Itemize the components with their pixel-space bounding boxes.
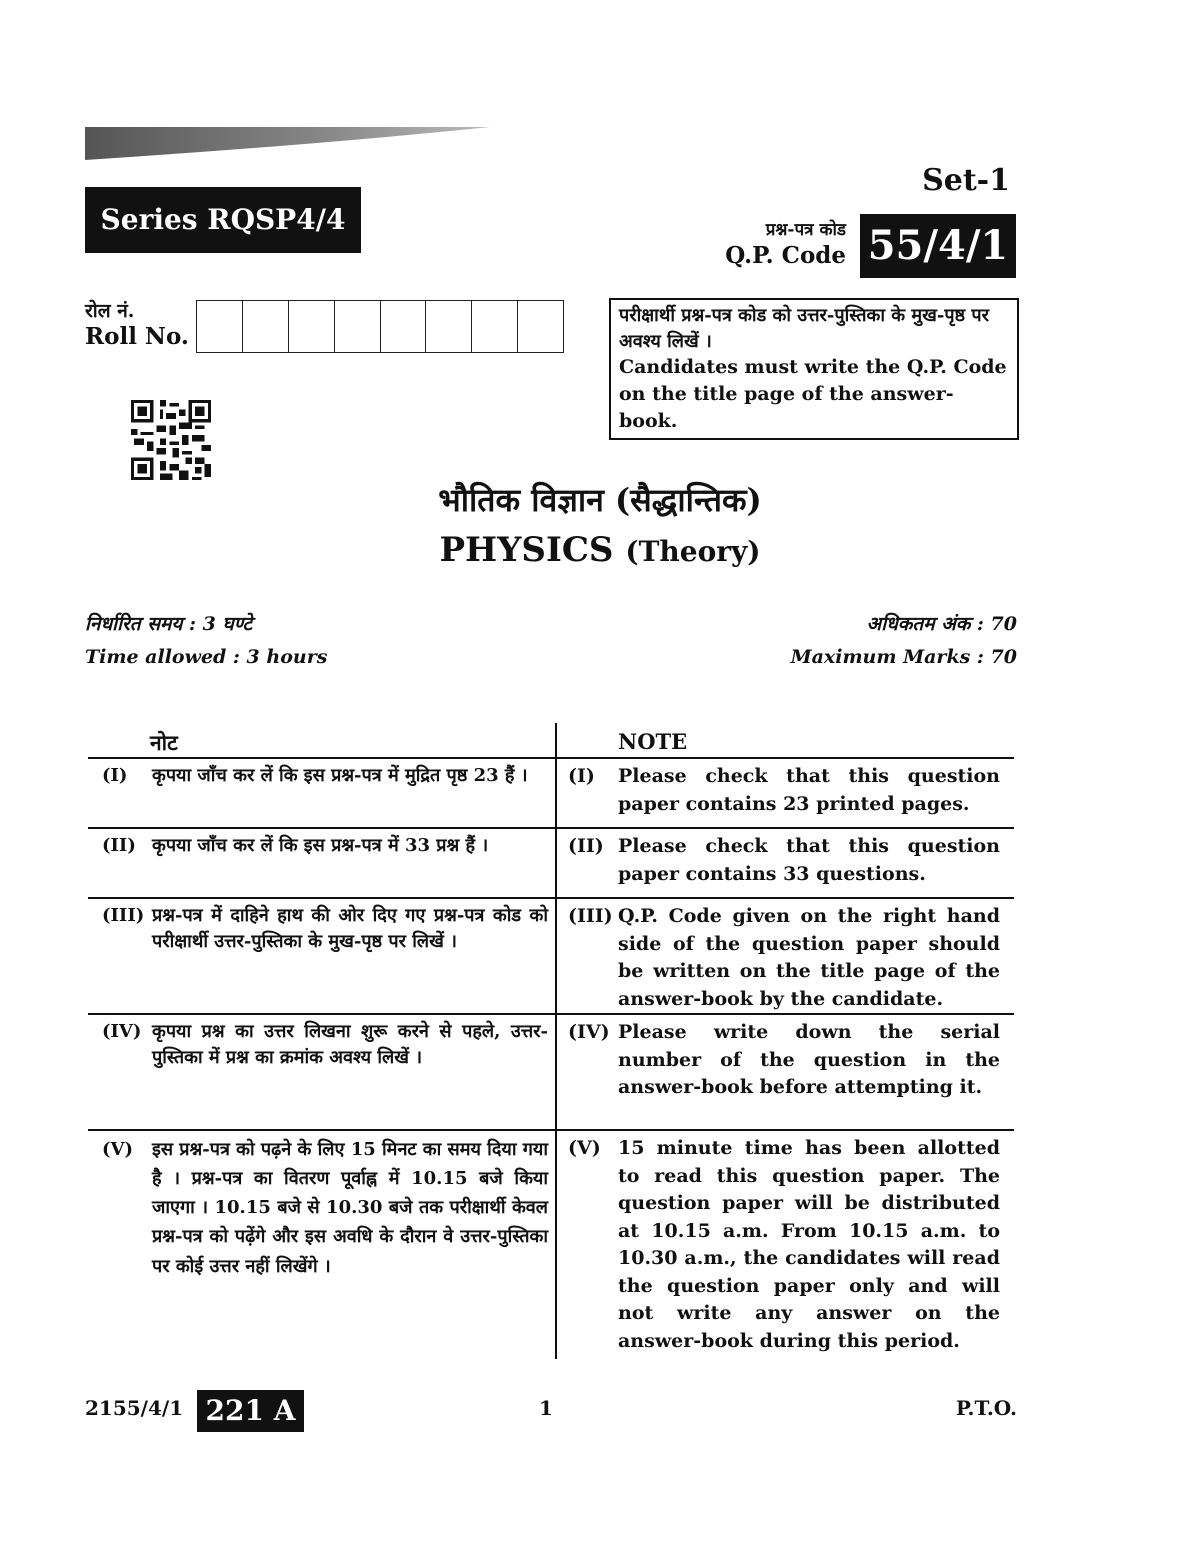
note-text: Please write down the serial number of the question in the answer-book before attempting it. xyxy=(618,1021,1000,1099)
note-text: Please check that this question paper contains 23 printed pages. xyxy=(618,765,1000,815)
notes-row-rule xyxy=(88,897,1014,899)
notes-column-divider xyxy=(555,723,557,1359)
note-number: (I) xyxy=(568,765,595,787)
notes-row-rule xyxy=(88,757,1014,759)
note-text: 15 minute time has been allotted to read this question paper. The question paper will be distributed at 10.15 a.m. From 10.15 a.m. to 10.30 a.m., the candidates will read the question paper only and will not write any answer on the answer-book during this period. xyxy=(618,1137,1000,1352)
notes-row-rule xyxy=(88,827,1014,829)
roll-number-label xyxy=(85,300,189,350)
note-number: (V) xyxy=(102,1139,133,1160)
note-number: (III) xyxy=(102,905,145,926)
roll-digit-box[interactable] xyxy=(335,301,381,352)
roll-digit-box[interactable] xyxy=(243,301,289,352)
roll-digit-box[interactable] xyxy=(518,301,563,352)
qr-code-icon xyxy=(131,400,211,480)
header-swoosh-graphic xyxy=(85,127,490,160)
note-item-hindi-3 xyxy=(102,903,548,1011)
note-item-hindi-1 xyxy=(102,763,548,825)
notes-heading-hindi: नोट xyxy=(150,730,178,755)
note-number: (I) xyxy=(102,765,128,786)
notes-row-rule xyxy=(88,1013,1014,1015)
qp-code-label xyxy=(700,222,846,268)
roll-digit-box[interactable] xyxy=(197,301,243,352)
subject-title-english xyxy=(0,530,1200,570)
roll-label-hindi: रोल नं. xyxy=(85,300,135,322)
note-item-hindi-5 xyxy=(102,1135,548,1355)
subject-title-sub: (Theory) xyxy=(625,535,761,568)
note-item-english-4 xyxy=(568,1019,1000,1127)
note-text: प्रश्न-पत्र में दाहिने हाथ की ओर दिए गए प्रश्न-पत्र कोड को परीक्षार्थी उत्तर-पुस्तिका के मुख-पृष्ठ पर लिखें । xyxy=(152,905,548,953)
maximum-marks-hindi: अधिकतम अंक : 70 xyxy=(866,613,1017,635)
notes-row-rule xyxy=(88,1129,1014,1131)
notes-heading-english: NOTE xyxy=(618,729,688,754)
qp-code-instruction-box xyxy=(609,298,1019,440)
notice-english: Candidates must write the Q.P. Code on the title page of the answer-book. xyxy=(619,356,1007,433)
footer-paper-code: 2155/4/1 xyxy=(85,1396,184,1420)
time-allowed xyxy=(85,608,327,675)
note-text: कृपया जाँच कर लें कि इस प्रश्न-पत्र में 33 प्रश्न हैं । xyxy=(152,835,489,856)
series-badge: Series RQSP4/4 xyxy=(85,187,361,253)
roll-digit-box[interactable] xyxy=(289,301,335,352)
page-number: 1 xyxy=(539,1396,553,1420)
qp-code-label-english: Q.P. Code xyxy=(725,241,846,269)
roll-digit-box[interactable] xyxy=(472,301,518,352)
roll-digit-box[interactable] xyxy=(426,301,472,352)
note-item-english-2 xyxy=(568,833,1000,895)
note-item-hindi-2 xyxy=(102,833,548,895)
note-text: Please check that this question paper contains 33 questions. xyxy=(618,835,1000,885)
note-number: (IV) xyxy=(568,1021,610,1043)
maximum-marks xyxy=(700,608,1017,675)
note-number: (II) xyxy=(102,835,136,856)
note-text: Q.P. Code given on the right hand side of the question paper should be written on the title page of the answer-book by the candidate. xyxy=(618,905,1000,1010)
roll-digit-box[interactable] xyxy=(381,301,427,352)
time-allowed-hindi: निर्धारित समय : 3 घण्टे xyxy=(85,613,253,635)
roll-label-english: Roll No. xyxy=(85,322,189,350)
note-item-hindi-4 xyxy=(102,1019,548,1127)
note-number: (III) xyxy=(568,905,613,927)
subject-title-main: PHYSICS xyxy=(439,530,614,570)
note-text: इस प्रश्न-पत्र को पढ़ने के लिए 15 मिनट का समय दिया गया है । प्रश्न-पत्र का वितरण पूर्वाह्न में 10.15 बजे किया जाएगा । 10.15 बजे से 10.30 बजे तक परीक्षार्थी केवल प्रश्न-पत्र को पढ़ेंगे और इस अवधि के दौरान वे उत्तर-पुस्तिका पर कोई उत्तर नहीं लिखेंगे । xyxy=(152,1139,548,1277)
note-number: (IV) xyxy=(102,1021,142,1042)
set-label: Set-1 xyxy=(922,163,1010,198)
note-item-english-3 xyxy=(568,903,1000,1011)
roll-number-boxes[interactable] xyxy=(196,300,564,353)
note-number: (V) xyxy=(568,1137,601,1159)
note-item-english-5 xyxy=(568,1135,1000,1355)
note-item-english-1 xyxy=(568,763,1000,825)
maximum-marks-english: Maximum Marks : 70 xyxy=(790,646,1017,669)
time-allowed-english: Time allowed : 3 hours xyxy=(85,646,328,669)
qp-code-value: 55/4/1 xyxy=(860,214,1016,278)
footer-code-badge: 221 A xyxy=(197,1390,304,1432)
note-number: (II) xyxy=(568,835,604,857)
note-text: कृपया प्रश्न का उत्तर लिखना शुरू करने से पहले, उत्तर-पुस्तिका में प्रश्न का क्रमांक अवश्य लिखें । xyxy=(152,1021,548,1069)
note-text: कृपया जाँच कर लें कि इस प्रश्न-पत्र में मुद्रित पृष्ठ 23 हैं । xyxy=(152,765,528,786)
please-turn-over: P.T.O. xyxy=(955,1396,1017,1420)
qp-code-label-hindi: प्रश्न-पत्र कोड xyxy=(765,220,846,240)
notice-hindi: परीक्षार्थी प्रश्न-पत्र कोड को उत्तर-पुस्तिका के मुख-पृष्ठ पर अवश्य लिखें । xyxy=(619,305,990,352)
subject-title-hindi: भौतिक विज्ञान (सैद्धान्तिक) xyxy=(438,481,762,519)
